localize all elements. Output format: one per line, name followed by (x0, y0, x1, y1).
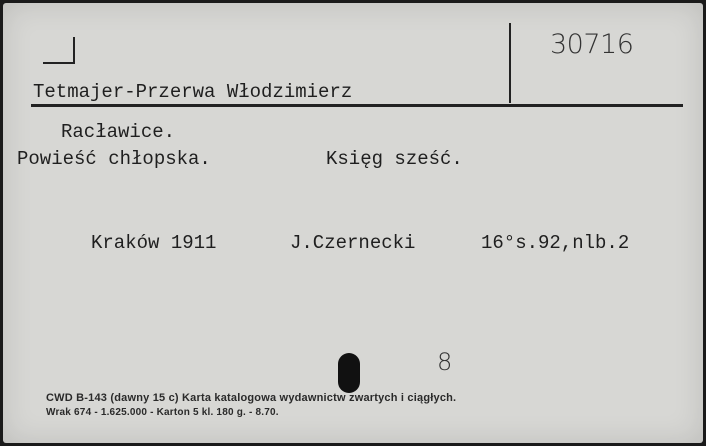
handwritten-note: 8 (437, 348, 453, 376)
heading-author: Tetmajer-Przerwa Włodzimierz (33, 81, 353, 103)
place-year: Kraków 1911 (91, 232, 217, 254)
catalog-card (3, 3, 703, 443)
publisher: J.Czernecki (290, 232, 416, 254)
heading-underline (31, 104, 683, 107)
title-line-1: Racławice. (61, 121, 176, 143)
footer-line-2: Wrak 674 - 1.625.000 - Karton 5 kl. 180 g. - 8.70. (46, 407, 279, 418)
punch-hole (338, 353, 360, 393)
format-pagination: 16°s.92,nlb.2 (481, 232, 630, 254)
call-number: 30716 (550, 29, 634, 60)
corner-mark-vertical (73, 37, 75, 63)
title-line-2b: Księg sześć. (326, 148, 463, 170)
footer-line-1: CWD B-143 (dawny 15 c) Karta katalogowa wydawnictw zwartych i ciągłych. (46, 392, 457, 404)
title-line-2a: Powieść chłopska. (17, 148, 211, 170)
corner-mark-horizontal (43, 62, 75, 64)
header-divider-vertical (509, 23, 511, 103)
